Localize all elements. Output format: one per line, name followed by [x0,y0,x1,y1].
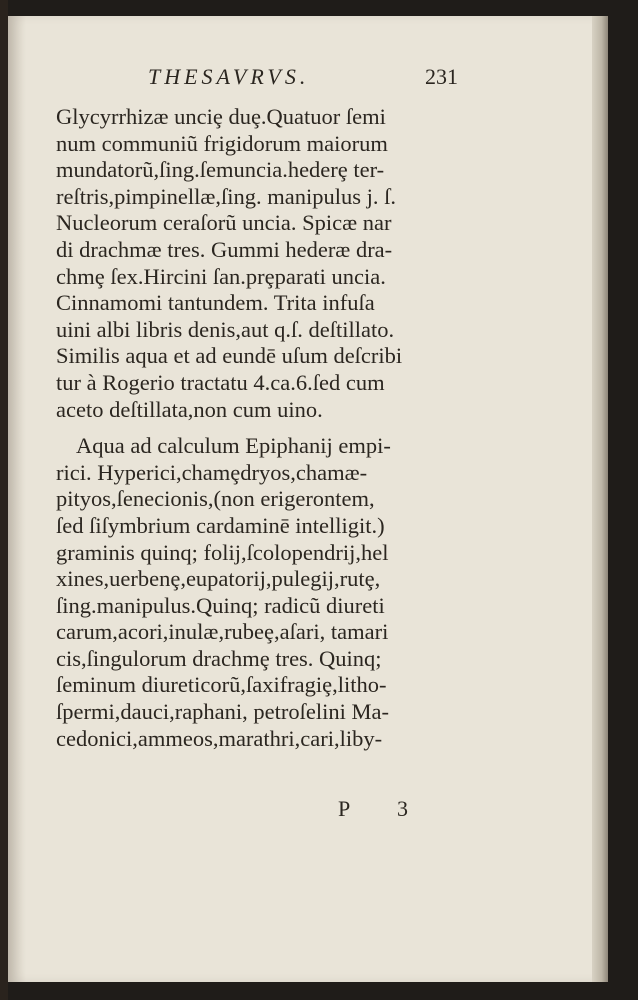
paragraph-gap [56,423,466,433]
text-line: ſeminum diureticorũ,ſaxifragiȩ,litho- [56,672,387,698]
text-line: aceto deſtillata,non cum uino. [56,396,323,422]
signature-number: 3 [397,796,408,821]
text-line: cedonici,ammeos,marathri,cari,liby- [56,725,383,751]
signature-mark [338,796,408,826]
text-line: di drachmæ tres. Gummi hederæ dra- [56,236,393,262]
text-line: Glycyrrhizæ unciȩ duȩ.Quatuor ſemi [56,104,386,129]
text-line: chmȩ ſex.Hircini ſan.prȩparati uncia. [56,263,386,289]
text-line: pityos,ſenecionis,(non erigerontem, [56,486,375,512]
text-line: Similis aqua et ad eundē uſum deſcribi [56,343,403,369]
signature-letter: P [338,796,351,821]
page-header [148,62,458,92]
text-line: mundatorũ,ſing.ſemuncia.hederȩ ter- [56,157,385,183]
text-line: Aqua ad calculum Epiphanij empi- [76,433,391,459]
text-line: ſed ſiſymbrium cardaminē intelligit.) [56,512,385,538]
running-head: THESAVRVS. [148,64,310,89]
text-line: cis,ſingulorum drachmȩ tres. Quinq; [56,645,382,671]
text-line: xines,uerbenȩ,eupatorij,pulegij,rutȩ, [56,566,381,592]
book-binding-edge [0,0,8,1000]
text-line: Nucleorum ceraſorũ uncia. Spicæ nar [56,210,392,236]
text-line: tur à Rogerio tractatu 4.ca.6.ſed cum [56,369,385,395]
text-line: Cinnamomi tantundem. Trita infuſa [56,290,375,316]
text-line: graminis quinq; folij,ſcolopendrij,hel [56,539,389,565]
paragraph-2 [56,433,466,752]
page-number: 231 [425,64,458,89]
text-line: reſtris,pimpinellæ,ſing. manipulus j. ſ. [56,183,396,209]
text-line: carum,acori,inulæ,rubeȩ,aſari, tamari [56,619,389,645]
text-line: ſpermi,dauci,raphani, petroſelini Ma- [56,699,390,725]
page-gutter-shadow [8,16,26,982]
text-line: uini albi libris denis,aut q.ſ. deſtillato. [56,316,395,342]
paragraph-1 [56,104,466,423]
body-text [56,104,466,752]
text-line: num communiũ frigidorum maiorum [56,130,388,156]
text-line: ſing.manipulus.Quinq; radicũ diureti [56,592,385,618]
page-fore-edge [592,16,608,982]
text-line: rici. Hyperici,chamȩdryos,chamæ- [56,459,368,485]
